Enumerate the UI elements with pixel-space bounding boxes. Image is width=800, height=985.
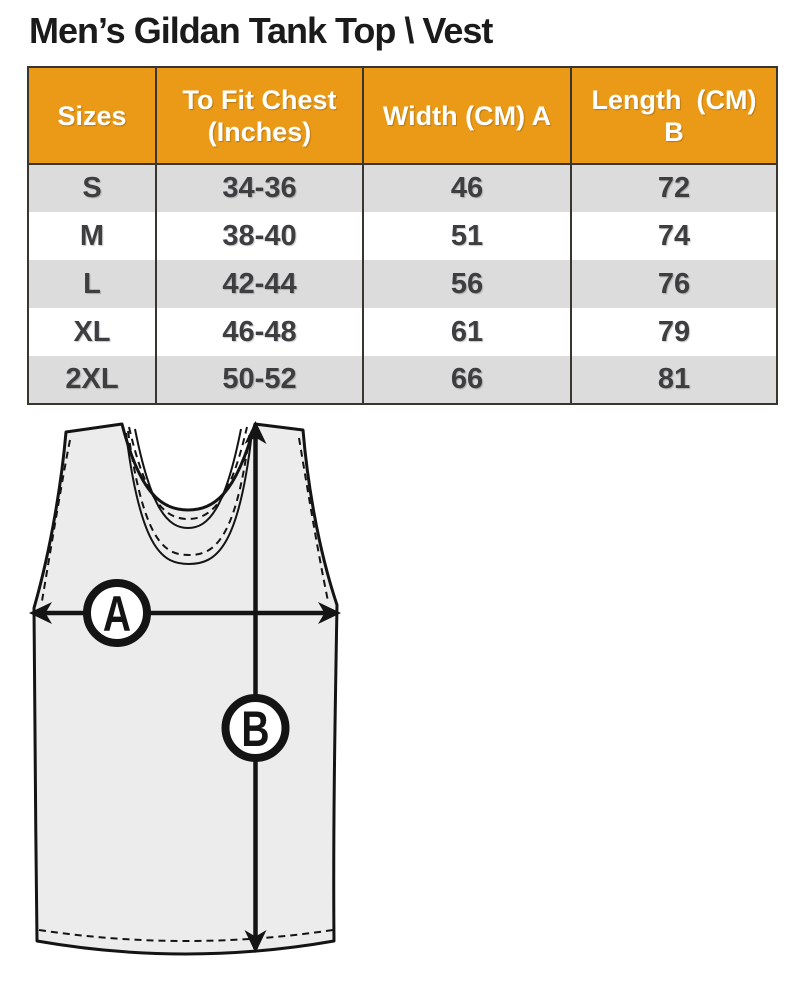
cell-length: 81: [571, 356, 777, 404]
table-row-2xl: [28, 356, 777, 404]
header-line: (Inches): [207, 116, 312, 147]
cell-width: 51: [363, 212, 571, 260]
cell-chest: 50-52: [156, 356, 363, 404]
cell-width: 46: [363, 164, 571, 212]
page-title: Men’s Gildan Tank Top \ Vest: [29, 10, 493, 51]
length-label: B: [241, 700, 270, 758]
col-header-sizes: [28, 67, 156, 164]
table-row-s: [28, 164, 777, 212]
header-line: Length (CM): [591, 84, 757, 115]
col-header-chest: [156, 67, 363, 164]
cell-length: 76: [571, 260, 777, 308]
table-row-m: [28, 212, 777, 260]
cell-length: 74: [571, 212, 777, 260]
cell-size: 2XL: [28, 356, 156, 404]
cell-chest: 46-48: [156, 308, 363, 356]
cell-width: 66: [363, 356, 571, 404]
header-line: B: [664, 116, 684, 147]
cell-size: L: [28, 260, 156, 308]
cell-length: 79: [571, 308, 777, 356]
cell-size: M: [28, 212, 156, 260]
cell-width: 56: [363, 260, 571, 308]
width-label: A: [102, 585, 132, 643]
cell-width: 61: [363, 308, 571, 356]
cell-chest: 34-36: [156, 164, 363, 212]
table-row-l: [28, 260, 777, 308]
tank-top-outline: [34, 424, 337, 954]
header-line: Sizes: [57, 100, 127, 131]
size-table-header: [28, 67, 777, 164]
cell-size: XL: [28, 308, 156, 356]
col-header-length: [571, 67, 777, 164]
size-table: [27, 66, 778, 405]
size-table-body: [28, 164, 777, 404]
tank-top-measurement-diagram: [0, 405, 400, 985]
cell-chest: 38-40: [156, 212, 363, 260]
cell-chest: 42-44: [156, 260, 363, 308]
cell-length: 72: [571, 164, 777, 212]
cell-size: S: [28, 164, 156, 212]
col-header-width: [363, 67, 571, 164]
header-row: [28, 67, 777, 164]
table-row-xl: [28, 308, 777, 356]
header-line: To Fit Chest: [182, 84, 337, 115]
header-line: Width (CM) A: [382, 100, 552, 131]
